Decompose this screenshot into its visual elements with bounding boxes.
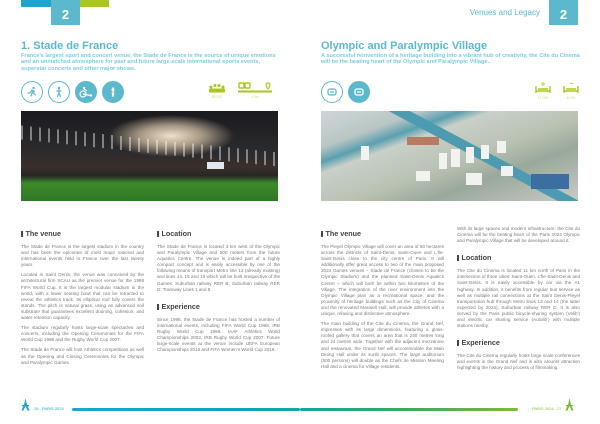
venue-stats	[208, 82, 272, 99]
venue-paragraph: The Pleyel Olympic Village will cover an area of 50 hectares across the districts of Saint-Denis, Saint-Ouen and L'Île-Saint-Denis close to the city centre of Paris. It will additionally offer great access to two of the main proposed 2024 Games venues – Stade de France (chosen to be the Olympic Stadium) and the planned Saint-Denis Aquatics Centre – which will both be within two kilometres of the Village. The integration of the river environment into the Olympic Village plan as a recreational space, and the proximity of heritage buildings such as the City of Cinema and the renovated Maxwell Hall, will provide athletes with a unique, relaxing and distinctive atmosphere.	[321, 244, 444, 317]
venue-paragraph: The main building of the Cite du Cinema, the Grand Nef, impresses with its large dimensions, featuring a glass-roofed gallery that covers an area that is 240 metres long and 24 metres wide. Together with the adjacent mezzanine and restaurant, the Grand Nef will accommodate the Main Dining Hall under its sunlit spaces. The large auditorium (500 persons) will double as the Chefs de Mission Meeting Hall and a cinema for Village residents.	[321, 321, 444, 369]
paralympic-village-icon	[348, 81, 370, 103]
paralympic-beds-icon	[563, 82, 579, 94]
village-aerial-photo	[321, 111, 578, 201]
wheelchair-racing-icon	[75, 81, 97, 103]
building	[481, 145, 489, 159]
page-number-left: 26 - PARIS 2024	[34, 406, 64, 411]
location-experience-column	[457, 226, 580, 376]
experience-heading: Experience	[457, 338, 580, 347]
venue-paragraph: The stadium regularly hosts large-scale spectacles and concerts, including the Opening Ceremonies for the FIFA World Cup 1998 and the Rugby World Cup 2007.	[21, 325, 144, 343]
lime-tab-block	[80, 0, 109, 7]
venue-paragraph: The Stade de France will host Athletics competitions as well as the Opening and Closing Ceremonies for the Olympic and Paralympic Games.	[21, 347, 144, 365]
blue-tab-block	[21, 0, 51, 7]
village-icons	[321, 81, 370, 103]
location-paragraph: The Cite du Cinema is located 11 km north of Paris in the intersection of three cities: Saint-Ouen, L'Île-Saint-Denis and Saint-Denis. It is easily accessible by car via the A1 highway. In addition, it benefits from regular bus service as well as multiple rail connections at the Saint Denis-Pleyel transportation hub through Metro lines 13 and 14 (the latter expected by 2024), Suburban railway RER D. It is also served by the Paris public bicycle-sharing system (Velib') and electric car sharing service (Autolib') with multiple stations nearby.	[457, 268, 580, 329]
eiffel-tower-logo-icon	[21, 398, 30, 414]
section-title: Venues and Legacy	[469, 8, 540, 17]
olympic-beds-stat	[535, 82, 551, 100]
venue-title: 1. Stade de France	[21, 40, 119, 52]
venue-column	[21, 229, 144, 370]
paralympic-athletics-icon	[48, 81, 70, 103]
sport-icons	[21, 81, 124, 103]
experience-paragraph: Since 1998, the Stade de France has hosted a number of international events, including FIFA World Cup 1998, IRB Rugby World Cup 1999, IAAF Athletics World Championships 2003, IRB Rugby World Cup 2007. Future large-scale events at the venue include UEFA European Championships 2016 and FIFA Women's World Cup 2019.	[157, 316, 280, 353]
olympic-village-icon	[321, 81, 343, 103]
building	[416, 171, 430, 181]
grand-nef-roof	[531, 174, 569, 189]
venue-column	[321, 229, 444, 374]
stadium-lights	[21, 125, 278, 166]
venue-title: Olympic and Paralympic Village	[321, 40, 488, 52]
chapter-number-badge: 2	[549, 0, 578, 25]
intro-paragraph: With its large spaces and modern infrastructure, the Cite du Cinema will be the beating heart of the Paris 2024 Olympic and Paralympic Village that will be developed around it.	[457, 226, 580, 244]
paralympic-beds-stat	[563, 82, 579, 100]
venue-subtitle: A successful reinvention of a heritage building into a vibrant hub of creativity, the Cite du Cinema will be the beating heart of the Olympic and Paralympic Village..	[321, 53, 580, 66]
experience-paragraph: The Cite du Cinema regularly hosts large scale conferences and events in the Grand Nef and is also atourist attraction highlighting the history and process of filmmaking.	[457, 353, 580, 371]
eiffel-tower-logo-icon	[565, 398, 574, 414]
right-page	[300, 0, 600, 424]
distance-stat	[238, 82, 272, 99]
building	[501, 166, 513, 176]
athletics-runner-icon	[21, 81, 43, 103]
footer-rule-left	[72, 408, 300, 411]
chapter-number-badge: 2	[51, 0, 80, 25]
venue-heading: The venue	[21, 229, 144, 238]
village-stats	[535, 82, 579, 100]
distance-icon	[238, 82, 272, 93]
capacity-value: 80,000	[211, 95, 223, 99]
distance-value: 3 km	[251, 95, 259, 99]
capacity-stat	[208, 82, 226, 99]
building	[361, 146, 369, 160]
location-experience-column	[157, 229, 280, 357]
olympic-beds-value: 17,000	[537, 96, 549, 100]
venue-subtitle: France's largest sport and concert venue, the Stade de France is the source of unique emotions and an unmatched atmosphere for past and future large-scale international sports events, superstar concerts and other major shows.	[21, 53, 276, 72]
location-heading: Location	[457, 253, 580, 262]
venue-paragraph: Located in Saint Denis, the venue was conceived by the architectural firm SCAU as the premier venue for the 1998 FIFA World Cup. It is the largest modular stadium in the world, with a lower seating bowl that can be retracted to reveal the athletics track. Its elliptical roof fully covers the stands. The pitch is natural grass, using an advanced soil substrate that guarantees excellent draining, cohesion, and water-retention capacity.	[21, 272, 144, 321]
ceremony-torch-icon	[102, 81, 124, 103]
paralympic-beds-value: 8,000	[566, 96, 576, 100]
building	[466, 147, 474, 163]
venue-heading: The venue	[321, 229, 444, 238]
page-number-right: PARIS 2024 - 27	[532, 406, 562, 411]
stadium-photo	[21, 111, 278, 201]
location-heading: Location	[157, 229, 280, 238]
building	[439, 153, 447, 169]
heritage-building	[407, 137, 439, 145]
building	[466, 173, 482, 185]
building	[451, 149, 460, 167]
location-paragraph: The Stade de France is located 3 km west of the Olympic and Paralympic Village and 500 meters from the future Aquatics Centre. The venue is indeed part of a highly compact concept and is easily accessible by one of the following means of transport Metro line 13 (already existing) and lines 14, 15 and 16 which will be built irrespective of the Games; Suburban railway RER B; Suburban railway RER D; Tramway Lines 1 and 8.	[157, 244, 280, 292]
olympic-beds-icon	[535, 82, 551, 94]
capacity-icon	[208, 82, 226, 93]
experience-heading: Experience	[157, 302, 280, 311]
venue-paragraph: The Stade de France is the largest stadium in the country and has been the epicentre of most major national and international events held in France over the last twenty years.	[21, 244, 144, 268]
stadium-screen	[207, 162, 224, 169]
footer-rule-right	[300, 408, 518, 411]
building	[497, 141, 506, 153]
